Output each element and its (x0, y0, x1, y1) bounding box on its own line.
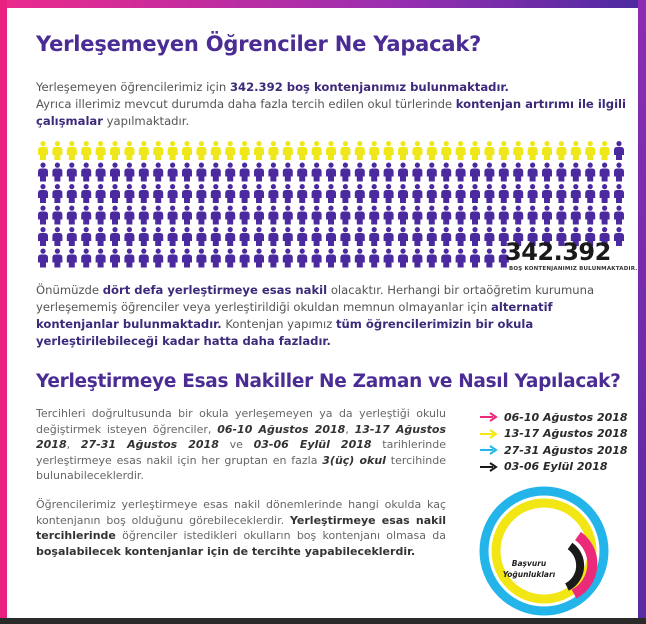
person-icon (168, 249, 178, 268)
person-icon (355, 141, 365, 160)
person-icon (196, 163, 206, 182)
person-icon (326, 206, 336, 225)
person-icon (398, 249, 408, 268)
person-icon (556, 141, 566, 160)
arrow-right-icon (478, 412, 498, 422)
person-icon (211, 227, 221, 246)
person-icon (355, 184, 365, 203)
person-icon (340, 163, 350, 182)
person-icon (312, 184, 322, 203)
person-icon (67, 163, 77, 182)
person-icon (139, 184, 149, 203)
person-icon (110, 163, 120, 182)
person-icon (571, 163, 581, 182)
person-icon (124, 163, 134, 182)
p3-text-3: tercihinde bulunabileceklerdir. (36, 453, 446, 482)
person-icon (600, 206, 610, 225)
legend-label: 13-17 Ağustos 2018 (504, 427, 628, 441)
person-icon (268, 141, 278, 160)
legend-label: 03-06 Eylül 2018 (504, 460, 608, 474)
p2-bold-1: dört defa yerleştirmeye esas nakil (102, 283, 328, 297)
person-icon (427, 184, 437, 203)
legend-item (478, 409, 628, 426)
p2-text-1: Önümüzde (36, 283, 103, 297)
p2-bold-3: tüm öğrencilerimizin bir okula yerleştirilebileceği kadar hatta daha fazladır. (36, 317, 534, 348)
person-icon (225, 141, 235, 160)
person-icon (384, 163, 394, 182)
arrow-right-icon (478, 445, 498, 455)
p3-date-1: 06-10 Ağustos 2018 (217, 422, 346, 436)
person-icon (139, 141, 149, 160)
p3-date-4: 03-06 Eylül 2018 (253, 438, 372, 451)
person-icon (369, 206, 379, 225)
paragraph-3 (36, 406, 446, 484)
donut-label-1: Başvuru (511, 559, 547, 568)
person-icon (441, 141, 451, 160)
person-icon (441, 249, 451, 268)
person-icon (412, 163, 422, 182)
person-icon (168, 227, 178, 246)
person-icon (470, 184, 480, 203)
person-icon (168, 163, 178, 182)
person-icon (38, 163, 48, 182)
person-icon (268, 163, 278, 182)
person-icon (225, 184, 235, 203)
intro-text-3: yapılmaktadır. (102, 114, 190, 128)
person-icon (614, 141, 624, 160)
person-icon (571, 206, 581, 225)
person-icon (182, 141, 192, 160)
person-icon (412, 141, 422, 160)
person-icon (326, 184, 336, 203)
person-icon (384, 141, 394, 160)
person-icon (484, 163, 494, 182)
person-icon (600, 163, 610, 182)
person-icon (153, 184, 163, 203)
person-icon (81, 163, 91, 182)
person-icon (456, 141, 466, 160)
section-title-1: Yerleşemeyen Öğrenciler Ne Yapacak? (36, 32, 482, 56)
person-icon (297, 227, 307, 246)
person-icon (499, 206, 509, 225)
person-icon (384, 227, 394, 246)
person-icon (240, 227, 250, 246)
person-icon (153, 227, 163, 246)
person-icon (326, 227, 336, 246)
person-icon (254, 184, 264, 203)
person-icon (52, 141, 62, 160)
person-icon (456, 184, 466, 203)
p4-bold-1: Yerleştirmeye esas nakil tercihlerinde (36, 513, 446, 542)
person-icon (268, 206, 278, 225)
donut-label-2: Yoğunlukları (502, 570, 556, 579)
person-icon (240, 206, 250, 225)
person-icon (384, 249, 394, 268)
person-icon (441, 227, 451, 246)
person-icon (499, 163, 509, 182)
person-icon (168, 141, 178, 160)
person-icon (513, 184, 523, 203)
person-icon (52, 249, 62, 268)
person-icon (369, 163, 379, 182)
person-icon (585, 184, 595, 203)
person-icon (571, 184, 581, 203)
person-icon (283, 141, 293, 160)
person-icon (499, 184, 509, 203)
p4-text-2: öğrenciler istedikleri okulların boş kontenjanı olmasa da (115, 529, 446, 542)
person-icon (513, 141, 523, 160)
person-icon (182, 227, 192, 246)
person-icon (81, 184, 91, 203)
person-icon (398, 206, 408, 225)
person-icon (96, 184, 106, 203)
person-icon (470, 141, 480, 160)
person-icon (600, 141, 610, 160)
person-icon (470, 227, 480, 246)
person-icon (614, 184, 624, 203)
person-icon (427, 249, 437, 268)
person-icon (441, 163, 451, 182)
intro-text-2: Ayrıca illerimiz mevcut durumda daha fazla tercih edilen okul türlerinde (36, 97, 456, 111)
person-icon (268, 184, 278, 203)
legend-item (478, 442, 628, 459)
person-icon (168, 184, 178, 203)
person-icon (312, 141, 322, 160)
person-icon (326, 141, 336, 160)
person-icon (182, 206, 192, 225)
person-icon (571, 141, 581, 160)
person-icon (398, 184, 408, 203)
person-icon (614, 227, 624, 246)
intro-bold-2: kontenjan artırımı ile ilgili çalışmalar (36, 97, 627, 128)
p4-bold-2: boşalabilecek kontenjanlar için de tercihte yapabileceklerdir. (36, 544, 416, 558)
person-icon (585, 163, 595, 182)
arrow-right-icon (478, 462, 498, 472)
person-icon (398, 227, 408, 246)
person-icon (456, 227, 466, 246)
person-icon (182, 163, 192, 182)
person-icon (139, 206, 149, 225)
person-icon (254, 163, 264, 182)
person-icon (542, 206, 552, 225)
person-icon (110, 206, 120, 225)
person-icon (196, 184, 206, 203)
person-icon (326, 163, 336, 182)
person-icon (470, 206, 480, 225)
person-icon (484, 249, 494, 268)
person-icon (355, 163, 365, 182)
person-icon (96, 249, 106, 268)
person-icon (153, 163, 163, 182)
person-icon (456, 206, 466, 225)
person-icon (38, 249, 48, 268)
person-icon (427, 141, 437, 160)
person-icon (211, 206, 221, 225)
person-icon (283, 163, 293, 182)
person-icon (441, 206, 451, 225)
person-icon (614, 163, 624, 182)
person-icon (542, 163, 552, 182)
person-icon (484, 206, 494, 225)
p3-sep-1: , (345, 422, 355, 436)
person-icon (67, 227, 77, 246)
person-icon (340, 249, 350, 268)
person-icon (412, 249, 422, 268)
person-icon (124, 227, 134, 246)
person-icon (398, 163, 408, 182)
person-icon (96, 227, 106, 246)
section-title-2: Yerleştirmeye Esas Nakiller Ne Zaman ve Nasıl Yapılacak? (36, 371, 621, 392)
person-icon (283, 227, 293, 246)
person-icon (528, 206, 538, 225)
person-icon (38, 141, 48, 160)
person-icon (110, 227, 120, 246)
person-icon (585, 206, 595, 225)
person-icon (369, 227, 379, 246)
p2-bold-2: alternatif kontenjanlar bulunmaktadır. (36, 300, 553, 331)
person-icon (196, 249, 206, 268)
person-icon (182, 184, 192, 203)
person-icon (412, 206, 422, 225)
legend-item (478, 459, 628, 476)
p4-text-1: Öğrencilerimiz yerleştirmeye esas nakil dönemlerinde hangi okulda kaç kontenjanın boş olduğunu görebileceklerdir. (36, 498, 446, 527)
person-icon (38, 227, 48, 246)
paragraph-2 (36, 282, 596, 350)
person-icon (124, 206, 134, 225)
person-icon (297, 249, 307, 268)
person-icon (312, 163, 322, 182)
person-icon (297, 141, 307, 160)
legend-label: 27-31 Ağustos 2018 (504, 443, 628, 457)
person-icon (484, 141, 494, 160)
person-icon (542, 184, 552, 203)
person-icon (340, 227, 350, 246)
person-icon (528, 163, 538, 182)
p3-bold-school: 3(üç) okul (322, 453, 386, 467)
person-icon (470, 163, 480, 182)
legend-item (478, 426, 628, 443)
person-icon (268, 227, 278, 246)
person-icon (355, 249, 365, 268)
person-icon (225, 163, 235, 182)
person-icon (168, 206, 178, 225)
application-density-chart (477, 484, 611, 618)
person-icon (427, 227, 437, 246)
person-icon (456, 163, 466, 182)
person-icon (254, 249, 264, 268)
person-icon (81, 227, 91, 246)
person-icon (312, 227, 322, 246)
person-icon (283, 184, 293, 203)
person-icon (384, 206, 394, 225)
person-icon (225, 249, 235, 268)
person-icon (240, 184, 250, 203)
legend-label: 06-10 Ağustos 2018 (504, 410, 628, 424)
person-icon (340, 141, 350, 160)
person-icon (355, 206, 365, 225)
person-icon (81, 141, 91, 160)
person-icon (211, 141, 221, 160)
person-icon (81, 249, 91, 268)
person-icon (484, 184, 494, 203)
person-icon (412, 184, 422, 203)
person-icon (556, 163, 566, 182)
person-icon (196, 141, 206, 160)
p3-text-2: tarihlerinde yerleştirmeye esas nakil için her gruptan en fazla (36, 438, 446, 467)
person-icon (96, 163, 106, 182)
person-icon (67, 184, 77, 203)
person-icon (441, 184, 451, 203)
person-icon (96, 206, 106, 225)
person-icon (427, 163, 437, 182)
person-icon (384, 184, 394, 203)
p3-date-3: 27-31 Ağustos 2018 (80, 438, 219, 451)
left-accent-bar (0, 0, 7, 624)
person-icon (254, 206, 264, 225)
person-icon (67, 249, 77, 268)
paragraph-4 (36, 497, 446, 559)
person-icon (283, 206, 293, 225)
person-icon (211, 163, 221, 182)
person-icon (556, 206, 566, 225)
person-icon (139, 249, 149, 268)
person-icon (297, 163, 307, 182)
person-icon (499, 141, 509, 160)
intro-paragraph (36, 79, 626, 130)
big-number: 342.392 (505, 238, 611, 266)
person-icon (139, 227, 149, 246)
person-icon (240, 141, 250, 160)
p3-text-1: Tercihleri doğrultusunda bir okula yerleşemeyen ya da yerleştiği okulu değiştirmek isteyen öğrenciler, (36, 407, 446, 436)
person-icon (139, 163, 149, 182)
person-icon (513, 206, 523, 225)
person-icon (484, 227, 494, 246)
person-icon (110, 184, 120, 203)
right-accent-bar (638, 0, 646, 624)
person-icon (211, 249, 221, 268)
person-icon (326, 249, 336, 268)
p2-text-3: Kontenjan yapımız (221, 317, 337, 331)
person-icon (196, 206, 206, 225)
person-icon (340, 206, 350, 225)
person-icon (67, 206, 77, 225)
arrow-right-icon (478, 429, 498, 439)
person-icon (614, 206, 624, 225)
person-icon (542, 141, 552, 160)
person-icon (528, 141, 538, 160)
ring-black (567, 546, 580, 587)
bottom-bar (0, 618, 646, 624)
date-legend (478, 409, 628, 475)
person-icon (110, 141, 120, 160)
big-number-caption: BOŞ KONTENJANIMIZ BULUNMAKTADIR. (509, 266, 638, 272)
person-icon (427, 206, 437, 225)
person-icon (556, 184, 566, 203)
person-icon (528, 184, 538, 203)
person-icon (196, 227, 206, 246)
p2-text-2: olacaktır. Herhangi bir ortaöğretim kurumuna yerleşememiş öğrenciler veya yerleştirildiği okuldan memnun olmayanlar için (36, 283, 595, 314)
person-icon (369, 249, 379, 268)
person-icon (96, 141, 106, 160)
person-icon (153, 206, 163, 225)
person-icon (240, 249, 250, 268)
person-icon (513, 163, 523, 182)
p3-sep-2: , (66, 438, 81, 451)
person-icon (124, 249, 134, 268)
p3-sep-3: ve (218, 438, 254, 451)
person-icon (312, 249, 322, 268)
person-icon (254, 227, 264, 246)
person-icon (456, 249, 466, 268)
person-icon (240, 163, 250, 182)
person-icon (211, 184, 221, 203)
intro-text-1: Yerleşemeyen öğrencilerimiz için (36, 80, 230, 94)
person-icon (124, 184, 134, 203)
person-icon (297, 206, 307, 225)
person-icon (153, 249, 163, 268)
intro-bold-1: 342.392 boş kontenjanımız bulunmaktadır. (229, 80, 509, 94)
person-icon (52, 227, 62, 246)
person-icon (600, 184, 610, 203)
person-icon (225, 206, 235, 225)
person-icon (124, 141, 134, 160)
person-icon (52, 206, 62, 225)
person-icon (297, 184, 307, 203)
person-icon (38, 184, 48, 203)
person-icon (254, 141, 264, 160)
person-icon (585, 141, 595, 160)
person-icon (340, 184, 350, 203)
person-icon (369, 184, 379, 203)
person-icon (110, 249, 120, 268)
person-icon (182, 249, 192, 268)
person-icon (470, 249, 480, 268)
person-icon (225, 227, 235, 246)
person-icon (52, 163, 62, 182)
top-accent-bar (0, 0, 646, 8)
person-icon (52, 184, 62, 203)
person-icon (153, 141, 163, 160)
person-icon (312, 206, 322, 225)
person-icon (398, 141, 408, 160)
person-icon (283, 249, 293, 268)
person-icon (67, 141, 77, 160)
person-icon (369, 141, 379, 160)
p3-date-2: 13-17 Ağustos 2018 (36, 422, 447, 451)
person-icon (268, 249, 278, 268)
person-icon (412, 227, 422, 246)
person-icon (38, 206, 48, 225)
person-icon (355, 227, 365, 246)
person-icon (81, 206, 91, 225)
